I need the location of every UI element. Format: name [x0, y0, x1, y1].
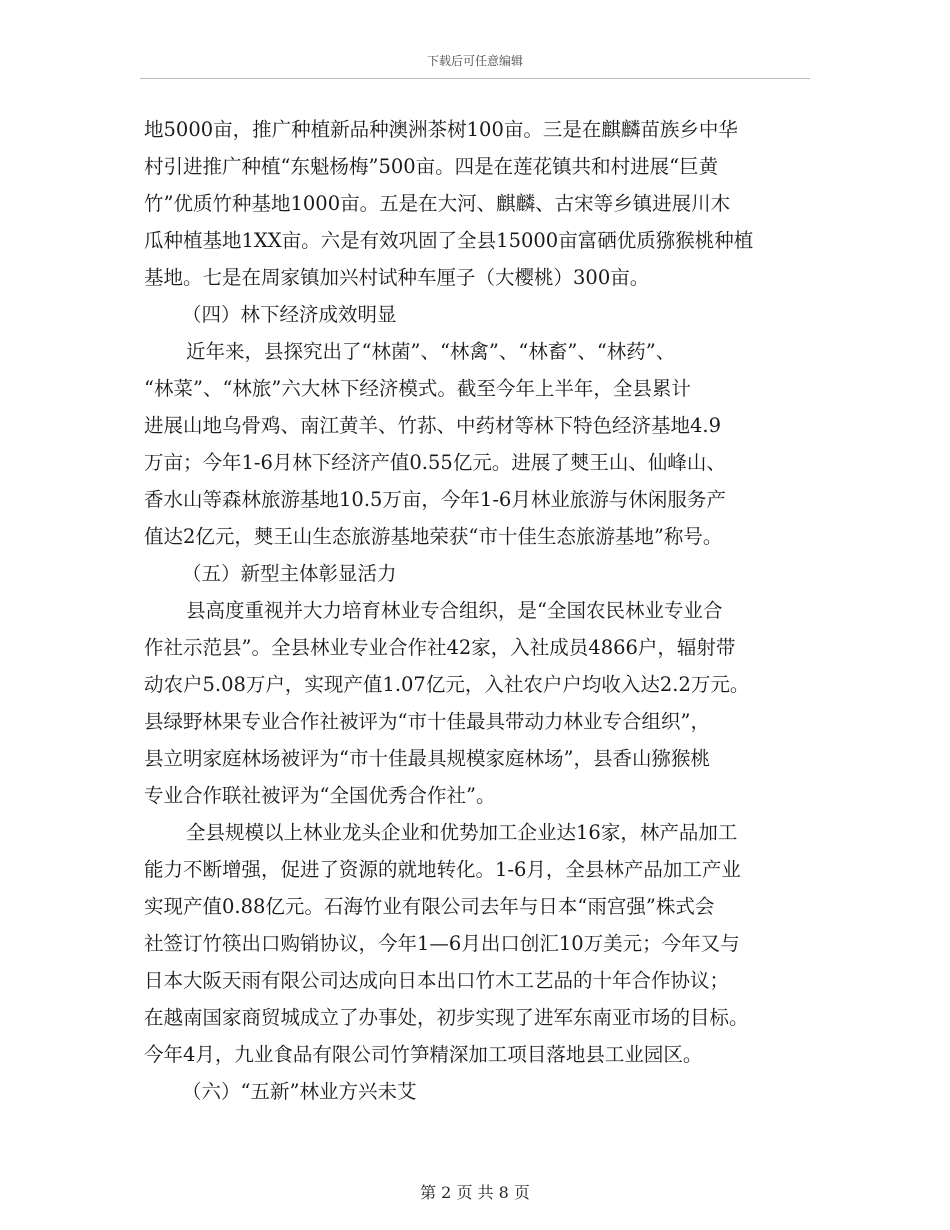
text-line: （四）林下经济成效明显: [182, 303, 397, 326]
text-line: 竹”优质竹种基地1000亩。五是在大河、麒麟、古宋等乡镇进展川木: [144, 192, 731, 215]
text-line: 值达2亿元，僰王山生态旅游基地荣获“市十佳生态旅游基地”称号。: [144, 525, 723, 548]
text-line: 万亩；今年1-6月林下经济产值0.55亿元。进展了僰王山、仙峰山、: [144, 451, 726, 474]
text-line: “林菜”、“林旅”六大林下经济模式。截至今年上半年，全县累计: [144, 377, 691, 400]
text-line: 全县规模以上林业龙头企业和优势加工企业达16家，林产品加工: [186, 821, 738, 844]
text-line: 能力不断增强，促进了资源的就地转化。1-6月，全县林产品加工产业: [144, 858, 741, 881]
text-line: 县绿野林果专业合作社被评为“市十佳最具带动力林业专合组织”，: [144, 710, 710, 733]
text-line: （五）新型主体彰显活力: [182, 562, 397, 585]
page-header: 下载后可任意编辑: [426, 54, 523, 68]
text-line: 基地。七是在周家镇加兴村试种车厘子（大樱桃）300亩。: [144, 266, 650, 289]
text-line: 地5000亩，推广种植新品种澳洲茶树100亩。三是在麒麟苗族乡中华: [144, 118, 738, 141]
text-line: 作社示范县”。全县林业专业合作社42家，入社成员4866户，辐射带: [144, 636, 736, 659]
text-line: 县高度重视并大力培育林业专合组织，是“全国农民林业专业合: [186, 599, 723, 622]
text-line: 实现产值0.88亿元。石海竹业有限公司去年与日本“雨宫强”株式会: [144, 895, 715, 918]
text-line: 村引进推广种植“东魁杨梅”500亩。四是在莲花镇共和村进展“巨黄: [144, 155, 719, 178]
text-line: 动农户5.08万户，实现产值1.07亿元，入社农户户均收入达2.2万元。: [144, 673, 750, 696]
text-line: 在越南国家商贸城成立了办事处，初步实现了进军东南亚市场的目标。: [144, 1006, 749, 1029]
text-line: 进展山地乌骨鸡、南江黄羊、竹荪、中药材等林下特色经济基地4.9: [144, 414, 722, 437]
page-footer: 第 2 页 共 8 页: [420, 1183, 530, 1202]
text-line: 香水山等森林旅游基地10.5万亩，今年1-6月林业旅游与休闲服务产: [144, 488, 726, 511]
text-line: 县立明家庭林场被评为“市十佳最具规模家庭林场”，县香山猕猴桃: [144, 747, 710, 770]
text-line: 专业合作联社被评为“全国优秀合作社”。: [144, 784, 496, 807]
text-line: 日本大阪天雨有限公司达成向日本出口竹木工艺品的十年合作协议；: [144, 969, 730, 992]
text-line: （六）“五新”林业方兴未艾: [182, 1080, 417, 1103]
text-line: 瓜种植基地1XX亩。六是有效巩固了全县15000亩富硒优质猕猴桃种植: [144, 229, 754, 252]
text-line: 今年4月，九业食品有限公司竹笋精深加工项目落地县工业园区。: [144, 1043, 703, 1066]
text-line: 近年来，县探究出了“林菌”、“林禽”、“林畜”、“林药”、: [186, 340, 676, 363]
text-line: 社签订竹筷出口购销协议，今年1—6月出口创汇10万美元；今年又与: [144, 932, 740, 955]
body-text: [144, 111, 824, 1110]
header-rule: [140, 78, 810, 79]
